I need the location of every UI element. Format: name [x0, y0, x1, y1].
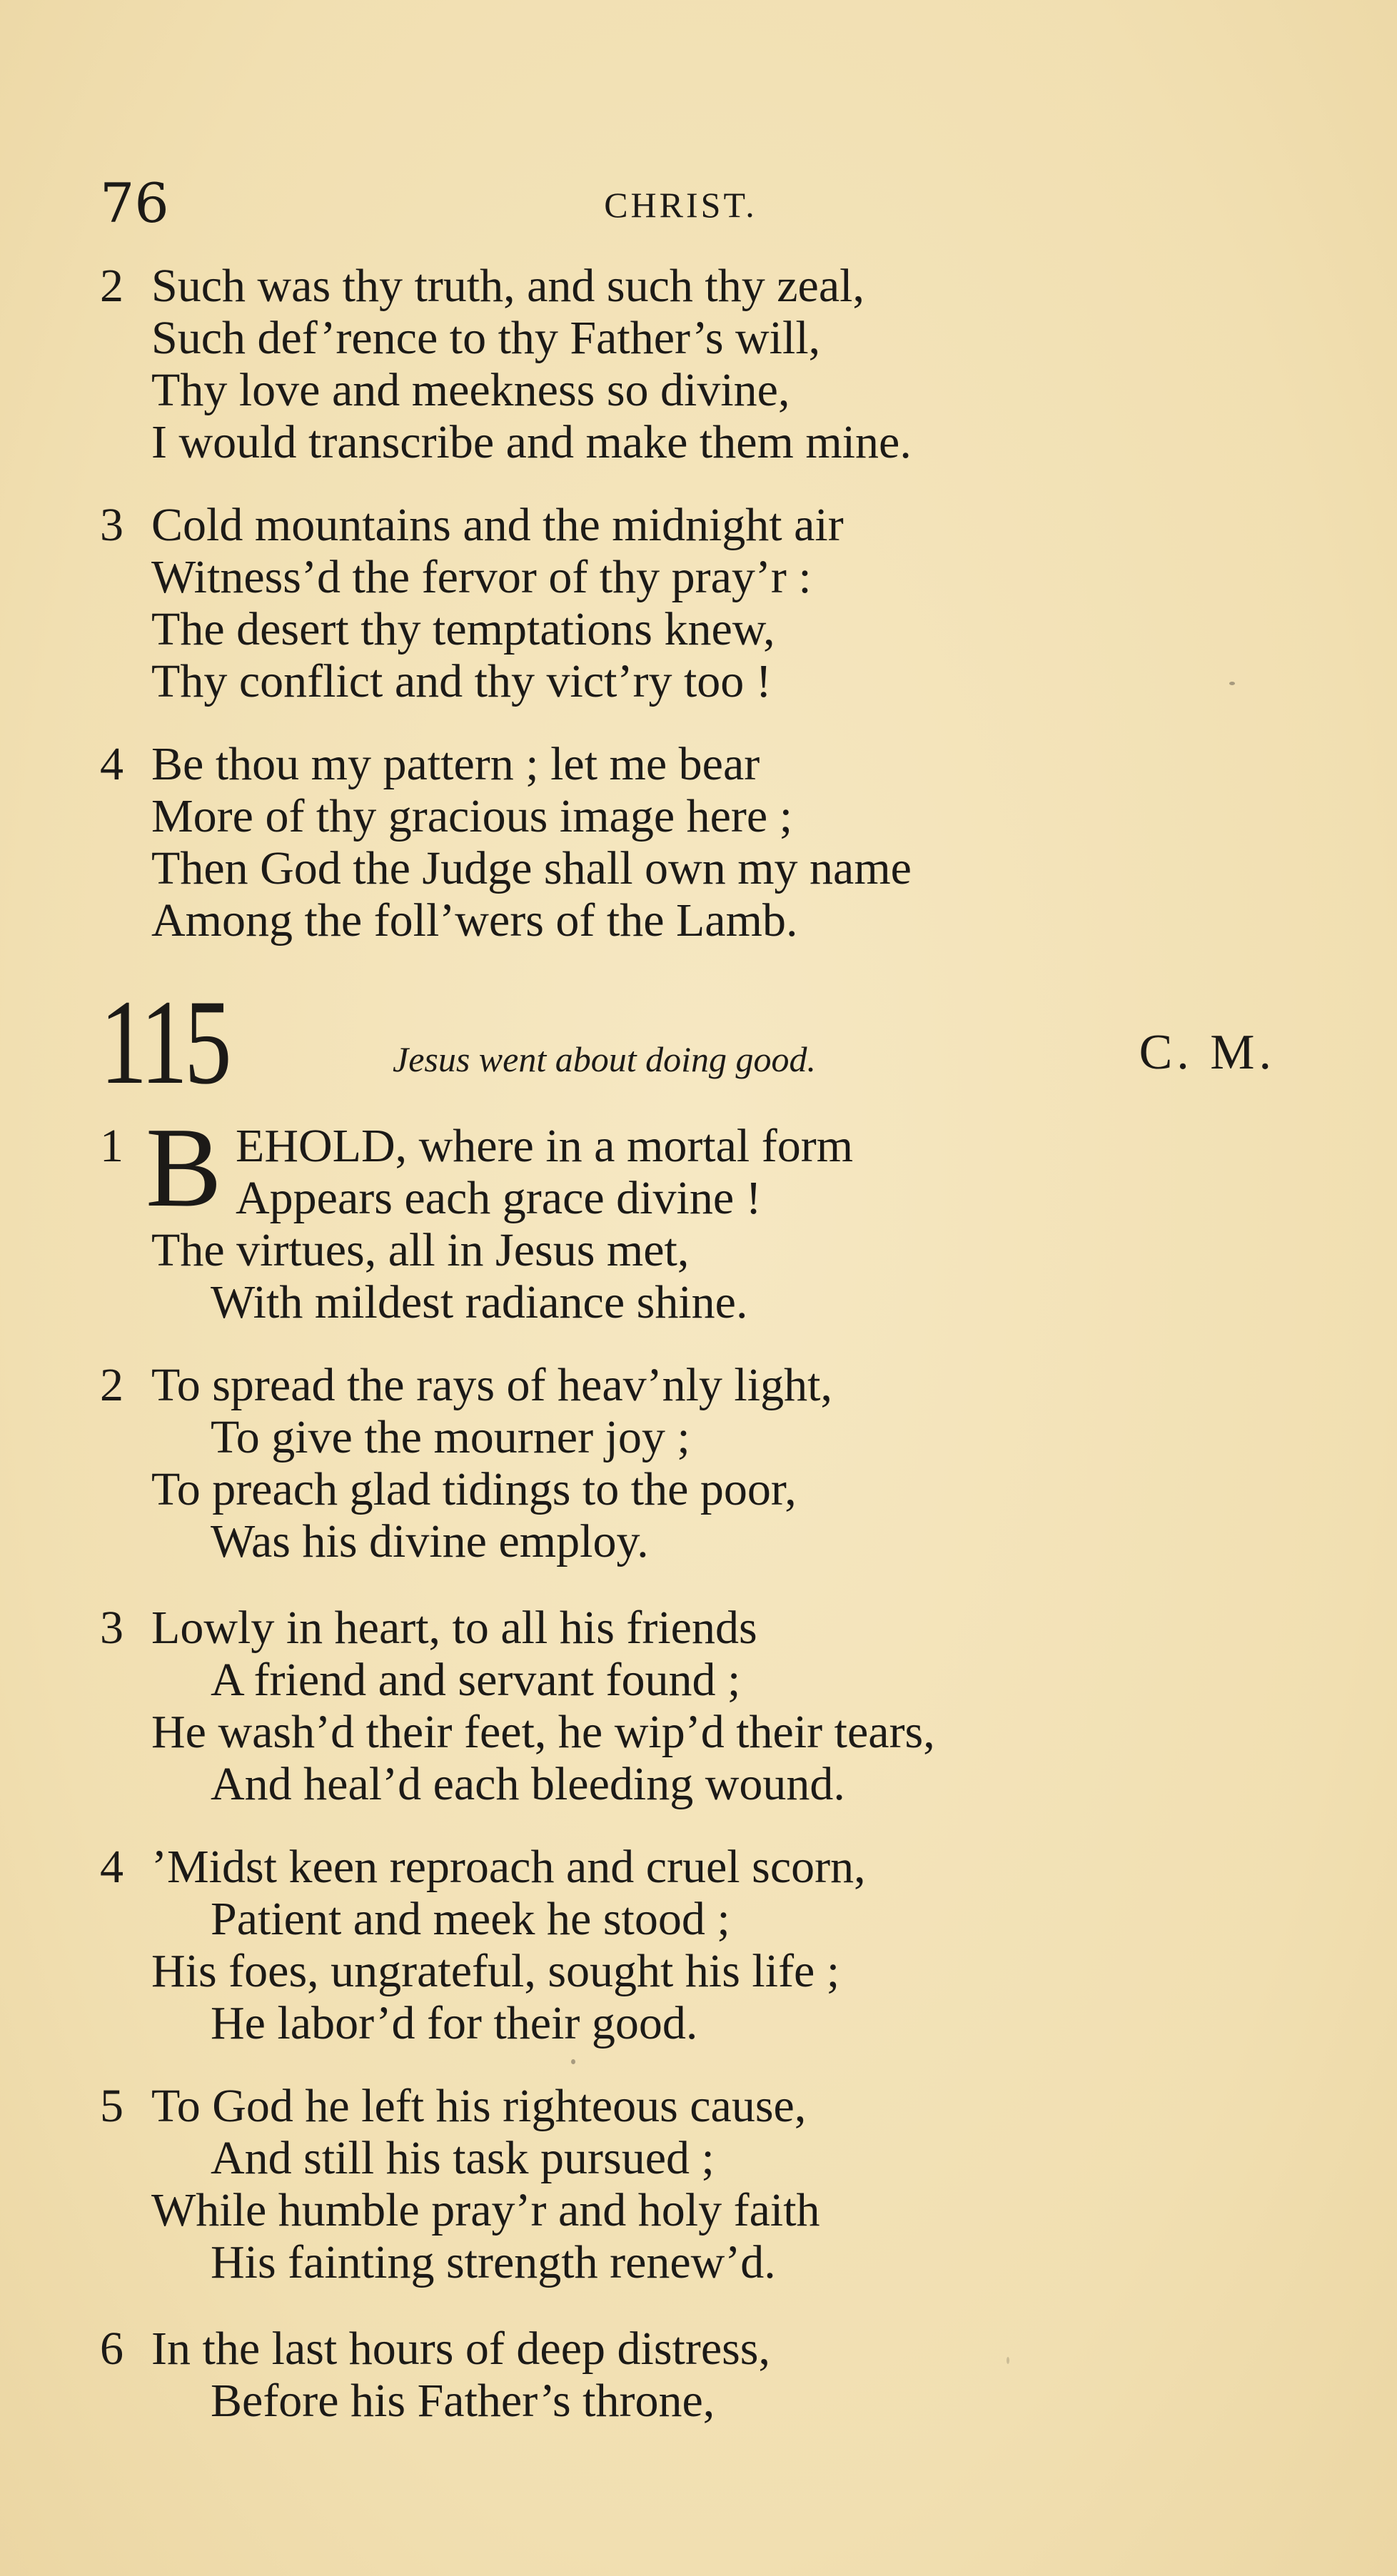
verse-line: I would transcribe and make them mine.: [151, 416, 912, 468]
verse-line: He labor’d for their good.: [211, 1997, 698, 2049]
verse-line: Appears each grace divine !: [236, 1172, 762, 1224]
verse-line: In the last hours of deep distress,: [151, 2323, 770, 2375]
running-title: CHRIST.: [604, 185, 757, 225]
verse-line: Lowly in heart, to all his friends: [151, 1602, 757, 1654]
verse-line: While humble pray’r and holy faith: [151, 2184, 820, 2236]
verse-line: And heal’d each bleeding wound.: [211, 1758, 845, 1810]
verse-line: To spread the rays of heav’nly light,: [151, 1359, 832, 1411]
verse-line: To preach glad tidings to the poor,: [151, 1463, 797, 1515]
verse-line: Thy love and meekness so divine,: [151, 364, 790, 416]
verse-line: The desert thy temptations knew,: [151, 603, 775, 655]
paper-speck: [1229, 682, 1235, 685]
paper-speck: [571, 2059, 575, 2064]
verse-line: Then God the Judge shall own my name: [151, 842, 912, 894]
stanza-number: 2: [100, 1359, 123, 1411]
hymn-subtitle: Jesus went about doing good.: [393, 1039, 817, 1079]
stanza-number: 5: [100, 2080, 123, 2132]
verse-line: Before his Father’s throne,: [211, 2375, 715, 2427]
stanza-number: 3: [100, 499, 123, 551]
page-number: 76: [100, 171, 169, 235]
drop-cap: B: [146, 1103, 222, 1231]
stanza-number: 2: [100, 260, 123, 312]
stanza-number: 3: [100, 1602, 123, 1654]
verse-line: To God he left his righteous cause,: [151, 2080, 807, 2132]
page-header: [100, 171, 1261, 235]
verse-line: The virtues, all in Jesus met,: [151, 1224, 690, 1276]
verse-line: ’Midst keen reproach and cruel scorn,: [151, 1841, 866, 1893]
hymn-meter: C. M.: [1139, 1025, 1276, 1080]
verse-line: EHOLD, where in a mortal form: [236, 1120, 854, 1172]
verse-line: To give the mourner joy ;: [211, 1411, 690, 1463]
verse-line: Cold mountains and the midnight air: [151, 499, 844, 551]
verse-line: He wash’d their feet, he wip’d their tears,: [151, 1706, 935, 1758]
verse-line: His fainting strength renew’d.: [211, 2236, 776, 2288]
paper-speck: [1007, 2357, 1009, 2364]
verse-line: With mildest radiance shine.: [211, 1276, 748, 1328]
hymn-heading: [100, 975, 1276, 1109]
verse-line: A friend and servant found ;: [211, 1654, 741, 1706]
verse-line: Patient and meek he stood ;: [211, 1893, 730, 1945]
verse-line: Witness’d the fervor of thy pray’r :: [151, 551, 812, 603]
verse-line: Such def’rence to thy Father’s will,: [151, 312, 821, 364]
stanza-number: 4: [100, 1841, 123, 1893]
verse-line: Among the foll’wers of the Lamb.: [151, 894, 798, 946]
stanza-number: 4: [100, 738, 123, 790]
verse-line: More of thy gracious image here ;: [151, 790, 793, 842]
verse-line: Was his divine employ.: [211, 1515, 649, 1567]
verse-line: Such was thy truth, and such thy zeal,: [151, 260, 864, 312]
verse-line: His foes, ungrateful, sought his life ;: [151, 1945, 840, 1997]
stanza-number: 1: [100, 1120, 123, 1172]
verse-line: Thy conflict and thy vict’ry too !: [151, 655, 772, 707]
stanza-number: 6: [100, 2323, 123, 2375]
verse-line: And still his task pursued ;: [211, 2132, 715, 2184]
hymn-number: 115: [100, 975, 228, 1109]
verse-line: Be thou my pattern ; let me bear: [151, 738, 760, 790]
